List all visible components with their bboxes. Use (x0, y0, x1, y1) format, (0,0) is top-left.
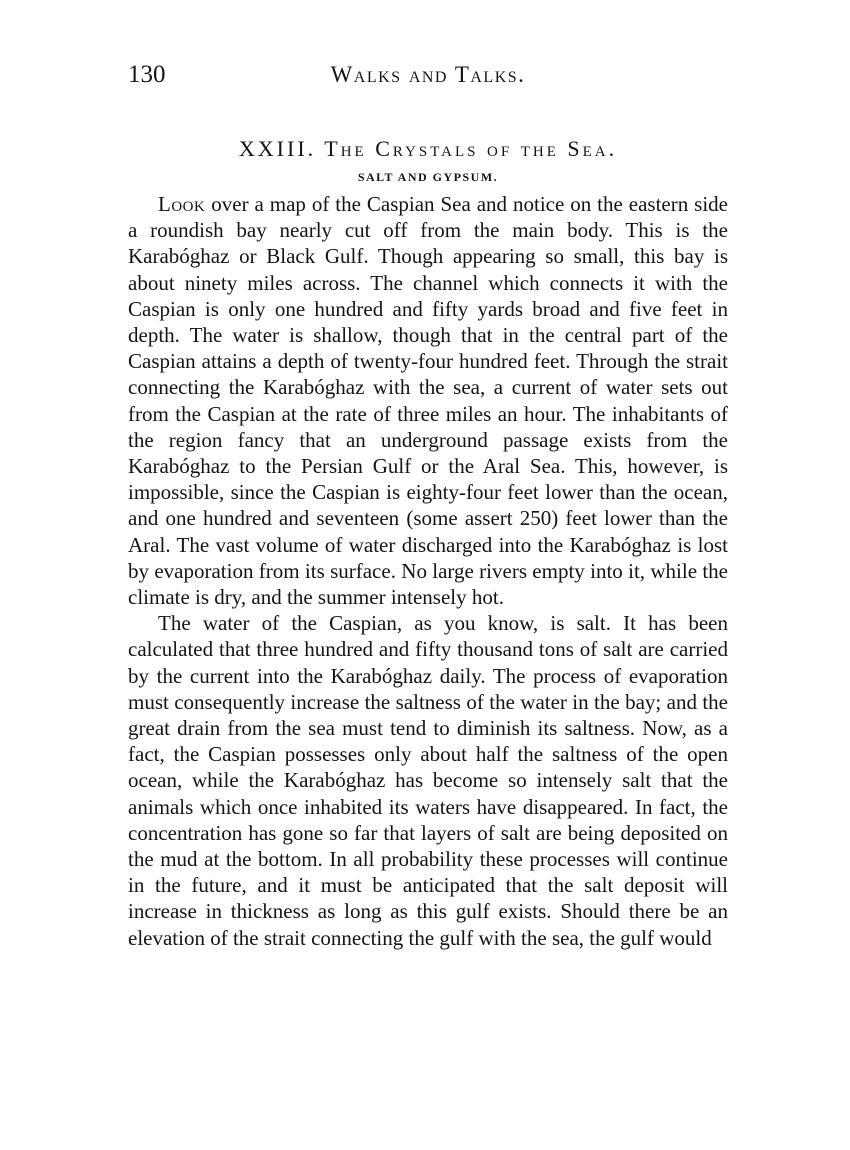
chapter-subheading: SALT AND GYPSUM. (357, 170, 499, 184)
paragraph-1 (128, 191, 728, 610)
paragraph-text: over a map of the Caspian Sea and notice on the eastern side a roundish bay nearly cut off from the main body. This is the Karabóghaz or Black Gulf. Though appearing so small, this bay is about ninety miles across. The channel which connects it with the Caspian is only one hundred and fifty yards broad and five feet in depth. The water is shallow, though that in the central part of the Caspian attains a depth of twenty-four hundred feet. Through the strait connecting the Karabóghaz with the sea, a current of water sets out from the Caspian at the rate of three miles an hour. The inhabitants of the region fancy that an underground passage exists from the Karabóghaz to the Persian Gulf or the Aral Sea. This, however, is impossible, since the Caspian is eighty-four feet lower than the ocean, and one hundred and seventeen (some assert 250) feet lower than the Aral. The vast volume of water discharged into the Karabóghaz is lost by evaporation from its surface. No large rivers empty into it, while the climate is dry, and the summer intensely hot. (128, 192, 728, 610)
running-head (128, 58, 728, 92)
page-number: 130 (128, 61, 166, 88)
body-text (128, 191, 728, 951)
chapter-heading: XXIII. The Crystals of the Sea. (238, 136, 618, 161)
paragraph-lead-word: Look (158, 192, 206, 216)
paragraph-2 (128, 610, 728, 951)
running-title: Walks and Talks. (330, 62, 526, 87)
paragraph-text: The water of the Caspian, as you know, is salt. It has been calculated that three hundred and fifty thousand tons of salt are carried by the current into the Karabóghaz daily. The process of evaporation must consequently increase the saltness of the water in the bay; and the great drain from the sea must tend to diminish its saltness. Now, as a fact, the Caspian possesses only about half the saltness of the open ocean, while the Karabóghaz has become so intensely salt that the animals which once inhabited its waters have disappeared. In fact, the concentration has gone so far that layers of salt are being deposited on the mud at the bottom. In all probability these processes will continue in the future, and it must be anticipated that the salt deposit will increase in thickness as long as this gulf exists. Should there be an elevation of the strait connecting the gulf with the sea, the gulf would (128, 611, 728, 950)
